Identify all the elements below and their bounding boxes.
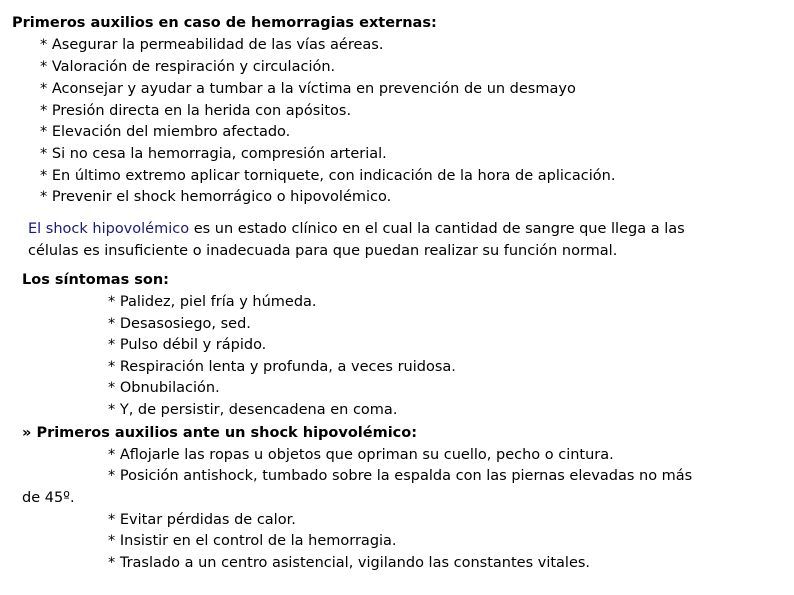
- list-item: * Insistir en el control de la hemorragia.: [108, 533, 397, 549]
- list-item: * Presión directa en la herida con apósitos.: [40, 103, 352, 119]
- definition-text: es un estado clínico en el cual la cantidad de sangre que llega a las: [189, 221, 685, 237]
- list-item: * Valoración de respiración y circulación.: [40, 59, 336, 75]
- symptoms-title: Los síntomas son:: [22, 272, 169, 288]
- definition-line-1: [28, 219, 685, 239]
- list-item: * Asegurar la permeabilidad de las vías aéreas.: [40, 37, 384, 53]
- list-item: * Prevenir el shock hemorrágico o hipovolémico.: [40, 189, 392, 205]
- list-item: * Desasosiego, sed.: [108, 316, 251, 332]
- list-item-wrap: de 45º.: [22, 490, 75, 506]
- first-aid-title: Primeros auxilios ante un shock hipovolémico:: [36, 425, 418, 441]
- list-item: * Y, de persistir, desencadena en coma.: [108, 402, 398, 418]
- list-item: * Si no cesa la hemorragia, compresión arterial.: [40, 146, 387, 162]
- first-aid-heading: [22, 423, 417, 443]
- list-item: * Pulso débil y rápido.: [108, 337, 267, 353]
- list-item: * Respiración lenta y profunda, a veces ruidosa.: [108, 359, 456, 375]
- section-title-hemorragias: Primeros auxilios en caso de hemorragias externas:: [12, 15, 437, 31]
- list-item: * Palidez, piel fría y húmeda.: [108, 294, 317, 310]
- list-item: * En último extremo aplicar torniquete, con indicación de la hora de aplicación.: [40, 168, 616, 184]
- definition-term: El shock hipovolémico: [28, 221, 190, 237]
- list-item: * Aconsejar y ayudar a tumbar a la víctima en prevención de un desmayo: [40, 81, 576, 97]
- list-item: * Aflojarle las ropas u objetos que opriman su cuello, pecho o cintura.: [108, 447, 614, 463]
- bullet-marker: »: [22, 425, 32, 441]
- list-item: * Evitar pérdidas de calor.: [108, 512, 296, 528]
- list-item: * Traslado a un centro asistencial, vigilando las constantes vitales.: [108, 555, 591, 571]
- list-item: * Obnubilación.: [108, 380, 220, 396]
- definition-line-2: células es insuficiente o inadecuada para que puedan realizar su función normal.: [28, 243, 618, 259]
- list-item: * Elevación del miembro afectado.: [40, 124, 291, 140]
- list-item: * Posición antishock, tumbado sobre la espalda con las piernas elevadas no más: [108, 468, 693, 484]
